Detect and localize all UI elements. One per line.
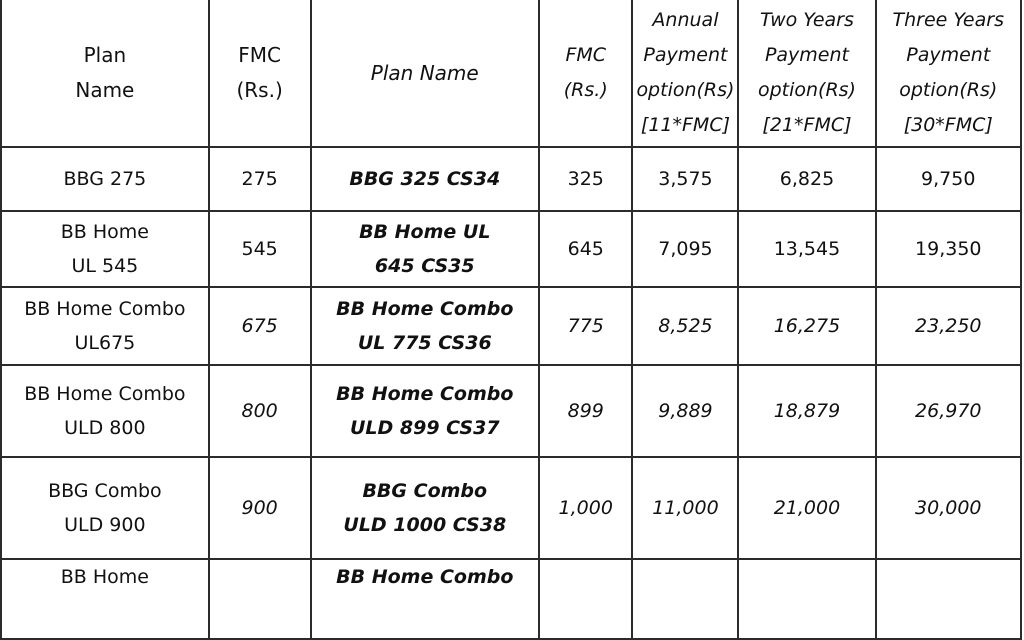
cell-new-plan (311, 211, 540, 287)
header-new-fmc (539, 0, 632, 147)
cell-new-plan (311, 559, 540, 639)
cell-text: BB Home Combo (24, 298, 186, 320)
cell-new-plan (311, 365, 540, 457)
table-row (1, 559, 1021, 639)
header-text: Plan (83, 43, 127, 67)
cell-three-years: 30,000 (876, 457, 1021, 559)
cell-text: ULD 800 (64, 417, 146, 439)
header-text: Payment (764, 44, 849, 66)
cell-new-fmc: 899 (539, 365, 632, 457)
cell-fmc: 800 (209, 365, 311, 457)
header-two-years (738, 0, 875, 147)
cell-plan (1, 365, 209, 457)
cell-fmc: 545 (209, 211, 311, 287)
table-row (1, 147, 1021, 211)
cell-fmc: 675 (209, 287, 311, 365)
cell-text: BB Home (60, 221, 149, 243)
header-text: (Rs.) (236, 78, 283, 102)
header-text: Two Years (760, 9, 854, 31)
cell-new-plan (311, 457, 540, 559)
header-text: Plan Name (370, 60, 479, 85)
cell-text: BB Home (60, 566, 149, 588)
cell-three-years: 26,970 (876, 365, 1021, 457)
header-text: Three Years (892, 9, 1004, 31)
header-plan-name (1, 0, 209, 147)
cell-text: ULD 899 CS37 (349, 417, 500, 439)
cell-text: BB Home Combo (336, 566, 514, 588)
cell-plan (1, 559, 209, 639)
table-row (1, 457, 1021, 559)
cell-new-plan (311, 287, 540, 365)
cell-annual: 11,000 (632, 457, 738, 559)
cell-annual: 8,525 (632, 287, 738, 365)
header-text: [11*FMC] (640, 114, 730, 136)
cell-new-fmc (539, 559, 632, 639)
header-fmc (209, 0, 311, 147)
header-text: Annual (652, 9, 719, 31)
header-text: option(Rs) (636, 79, 735, 101)
header-text: option(Rs) (757, 79, 856, 101)
header-text: option(Rs) (899, 79, 998, 101)
header-row (1, 0, 1021, 147)
cell-text: BBG 275 (63, 168, 147, 190)
cell-new-plan (311, 147, 540, 211)
cell-two-years: 13,545 (738, 211, 875, 287)
cell-three-years: 19,350 (876, 211, 1021, 287)
cell-plan (1, 287, 209, 365)
cell-new-fmc: 645 (539, 211, 632, 287)
cell-text: BB Home Combo (24, 383, 186, 405)
cell-two-years: 21,000 (738, 457, 875, 559)
cell-text: UL 775 CS36 (357, 332, 492, 354)
cell-text: BBG Combo (362, 480, 488, 502)
cell-annual: 3,575 (632, 147, 738, 211)
header-new-plan-name (311, 0, 540, 147)
cell-text: BB Home Combo (336, 383, 514, 405)
header-annual (632, 0, 738, 147)
cell-plan (1, 211, 209, 287)
cell-text: BBG Combo (48, 480, 162, 502)
header-text: FMC (565, 44, 607, 66)
cell-plan (1, 147, 209, 211)
header-text: Name (75, 78, 135, 102)
cell-text: BBG 325 CS34 (349, 168, 501, 190)
table-row (1, 287, 1021, 365)
cell-text: BB Home Combo (336, 298, 514, 320)
cell-text: ULD 1000 CS38 (343, 514, 507, 536)
table-row (1, 365, 1021, 457)
cell-text: UL 545 (71, 255, 139, 277)
cell-fmc: 900 (209, 457, 311, 559)
cell-text: ULD 900 (64, 514, 146, 536)
cell-new-fmc: 775 (539, 287, 632, 365)
table-row (1, 211, 1021, 287)
cell-fmc: 275 (209, 147, 311, 211)
header-text: [21*FMC] (762, 114, 852, 136)
cell-text: UL675 (74, 332, 136, 354)
cell-two-years: 6,825 (738, 147, 875, 211)
cell-text: BB Home UL (359, 221, 491, 243)
header-text: Payment (906, 44, 991, 66)
header-three-years (876, 0, 1021, 147)
cell-new-fmc: 325 (539, 147, 632, 211)
cell-two-years: 16,275 (738, 287, 875, 365)
header-text: (Rs.) (563, 79, 608, 101)
cell-three-years: 23,250 (876, 287, 1021, 365)
cell-text: 645 CS35 (374, 255, 475, 277)
cell-three-years: 9,750 (876, 147, 1021, 211)
cell-two-years (738, 559, 875, 639)
cell-two-years: 18,879 (738, 365, 875, 457)
cell-new-fmc: 1,000 (539, 457, 632, 559)
cell-plan (1, 457, 209, 559)
cell-three-years (876, 559, 1021, 639)
cell-annual (632, 559, 738, 639)
cell-annual: 7,095 (632, 211, 738, 287)
header-text: FMC (238, 43, 281, 67)
header-text: Payment (643, 44, 728, 66)
cell-annual: 9,889 (632, 365, 738, 457)
cell-fmc (209, 559, 311, 639)
header-text: [30*FMC] (903, 114, 993, 136)
